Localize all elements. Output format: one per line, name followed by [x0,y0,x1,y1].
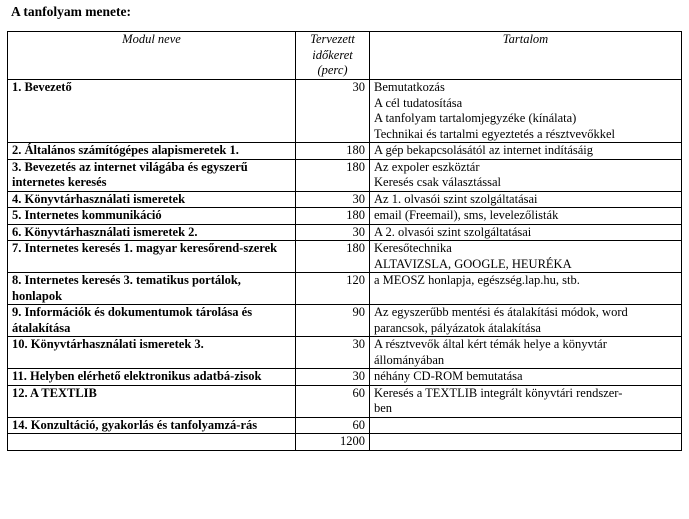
table-row [8,224,682,241]
table-header-row [8,32,682,80]
module-name-cell: 1. Bevezető [8,80,296,143]
table-row [8,273,682,305]
header-time-line: (perc) [317,63,348,77]
module-name-cell: 4. Könyvtárhasználati ismeretek [8,191,296,208]
content-line: Az 1. olvasói szint szolgáltatásai [374,191,538,206]
table-row [8,369,682,386]
content-cell [370,241,682,273]
content-cell [370,369,682,386]
content-line: a MEOSZ honlapja, egészség.lap.hu, stb. [374,273,580,287]
planned-time-cell: 180 [296,241,370,273]
content-line: parancsok, pályázatok átalakítása [374,320,541,335]
table-row [8,80,682,143]
module-name-cell: 5. Internetes kommunikáció [8,208,296,225]
module-name-cell: 3. Bevezetés az internet világába és egyszerű internetes keresés [8,159,296,191]
content-cell [370,273,682,305]
content-line: Az expoler eszköztár [374,159,480,174]
document-heading: A tanfolyam menete: [11,4,131,19]
planned-time-cell: 30 [296,191,370,208]
content-line: A cél tudatosítása [374,95,463,110]
content-line: Technikai és tartalmi egyeztetés a résztvevőkkel [374,126,616,141]
module-name-cell: 12. A TEXTLIB [8,385,296,417]
content-line: A résztvevők által kért témák helye a könyvtár [374,337,607,351]
content-line: Bemutatkozás [374,80,445,94]
module-name-cell: 7. Internetes keresés 1. magyar keresőrend-szerek [8,241,296,273]
content-line: Keresés csak választással [374,175,502,189]
planned-time-cell: 120 [296,273,370,305]
content-line: A gép bekapcsolásától az internet indításáig [374,143,594,157]
content-cell [370,305,682,337]
table-row [8,143,682,160]
total-empty-cell [8,434,296,451]
header-time-line: időkeret [312,47,353,62]
table-row [8,159,682,191]
total-time: 1200 [296,434,370,451]
table-row [8,385,682,417]
course-schedule-table [7,31,682,451]
module-name-cell: 9. Információk és dokumentumok tárolása és átalakítása [8,305,296,337]
content-cell [370,417,682,434]
module-name-cell: 14. Konzultáció, gyakorlás és tanfolyamzá-rás [8,417,296,434]
content-line: A 2. olvasói szint szolgáltatásai [374,224,532,239]
content-line: ALTAVIZSLA, GOOGLE, HEURÉKA [374,256,572,271]
table-row [8,208,682,225]
planned-time-cell: 30 [296,224,370,241]
module-name-cell: 2. Általános számítógépes alapismeretek 1. [8,143,296,160]
content-cell [370,191,682,208]
content-cell [370,208,682,225]
content-cell [370,143,682,160]
content-cell [370,337,682,369]
table-row [8,305,682,337]
planned-time-cell: 30 [296,369,370,386]
table-body [8,80,682,434]
header-module-name: Modul neve [8,32,296,80]
content-line: email (Freemail), sms, levelezőlisták [374,208,559,222]
content-cell [370,385,682,417]
content-cell [370,80,682,143]
table-row [8,337,682,369]
content-line: néhány CD-ROM bemutatása [374,369,523,383]
content-cell [370,224,682,241]
header-time-line: Tervezett [310,32,355,46]
planned-time-cell: 180 [296,143,370,160]
table-row [8,241,682,273]
planned-time-cell: 180 [296,208,370,225]
planned-time-cell: 180 [296,159,370,191]
content-line: Keresőtechnika [374,241,452,255]
total-row [8,434,682,451]
planned-time-cell: 30 [296,80,370,143]
planned-time-cell: 90 [296,305,370,337]
table-row [8,191,682,208]
content-line: A tanfolyam tartalomjegyzéke (kínálata) [374,111,577,125]
module-name-cell: 8. Internetes keresés 3. tematikus portálok, honlapok [8,273,296,305]
total-empty-cell [370,434,682,451]
header-content: Tartalom [370,32,682,80]
content-cell [370,159,682,191]
content-line: Keresés a TEXTLIB integrált könyvtári rendszer- [374,385,623,400]
content-line: Az egyszerűbb mentési és átalakítási módok, word [374,305,628,319]
header-planned-time [296,32,370,80]
module-name-cell: 10. Könyvtárhasználati ismeretek 3. [8,337,296,369]
content-line: állományában [374,352,445,367]
planned-time-cell: 60 [296,417,370,434]
module-name-cell: 11. Helyben elérhető elektronikus adatbá-zisok [8,369,296,386]
module-name-cell: 6. Könyvtárhasználati ismeretek 2. [8,224,296,241]
planned-time-cell: 60 [296,385,370,417]
planned-time-cell: 30 [296,337,370,369]
table-row [8,417,682,434]
content-line: ben [374,401,393,415]
